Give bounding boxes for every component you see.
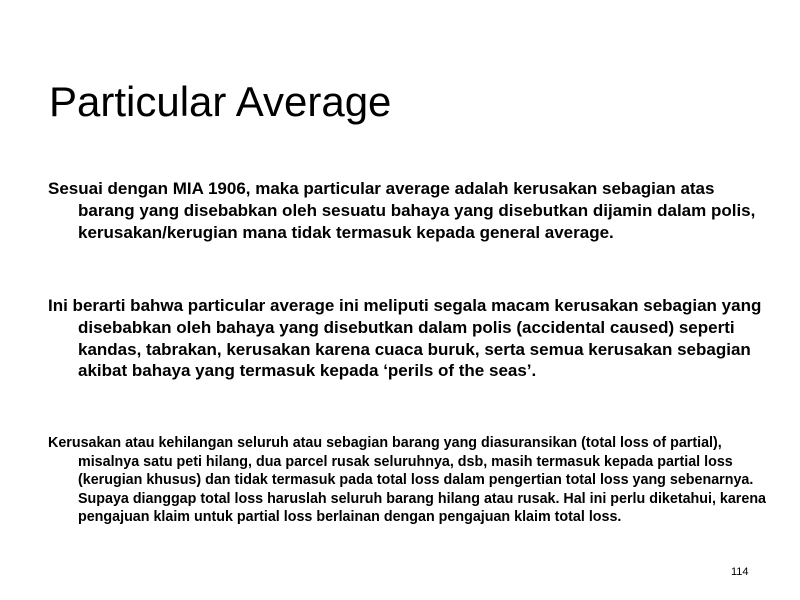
page-number: 114 xyxy=(731,566,749,578)
paragraph-scope: Ini berarti bahwa particular average ini meliputi segala macam kerusakan sebagian yang disebabkan oleh bahaya yang disebutkan dalam polis (accidental caused) seperti kandas, tabrakan, kerusakan karena cuaca buruk, serta semua kerusakan sebagian akibat bahaya yang termasuk kepada ‘perils of the seas’. xyxy=(48,296,762,381)
paragraph-definition: Sesuai dengan MIA 1906, maka particular average adalah kerusakan sebagian atas barang yang disebabkan oleh sesuatu bahaya yang disebutkan dijamin dalam polis, kerusakan/kerugian mana tidak termasuk kepada general average. xyxy=(48,179,756,242)
page-title: Particular Average xyxy=(49,78,392,125)
paragraph-partial-loss: Kerusakan atau kehilangan seluruh atau sebagian barang yang diasuransikan (total loss of partial), misalnya satu peti hilang, dua parcel rusak seluruhnya, dsb, masih termasuk kepada partial loss (kerugian khusus) dan tidak termasuk pada total loss dalam pengertian total loss yang sebenarnya. Supaya dianggap total loss haruslah seluruh barang hilang atau rusak. Hal ini perlu diketahui, karena pengajuan klaim untuk partial loss berlainan dengan pengajuan klaim total loss. xyxy=(48,435,767,526)
